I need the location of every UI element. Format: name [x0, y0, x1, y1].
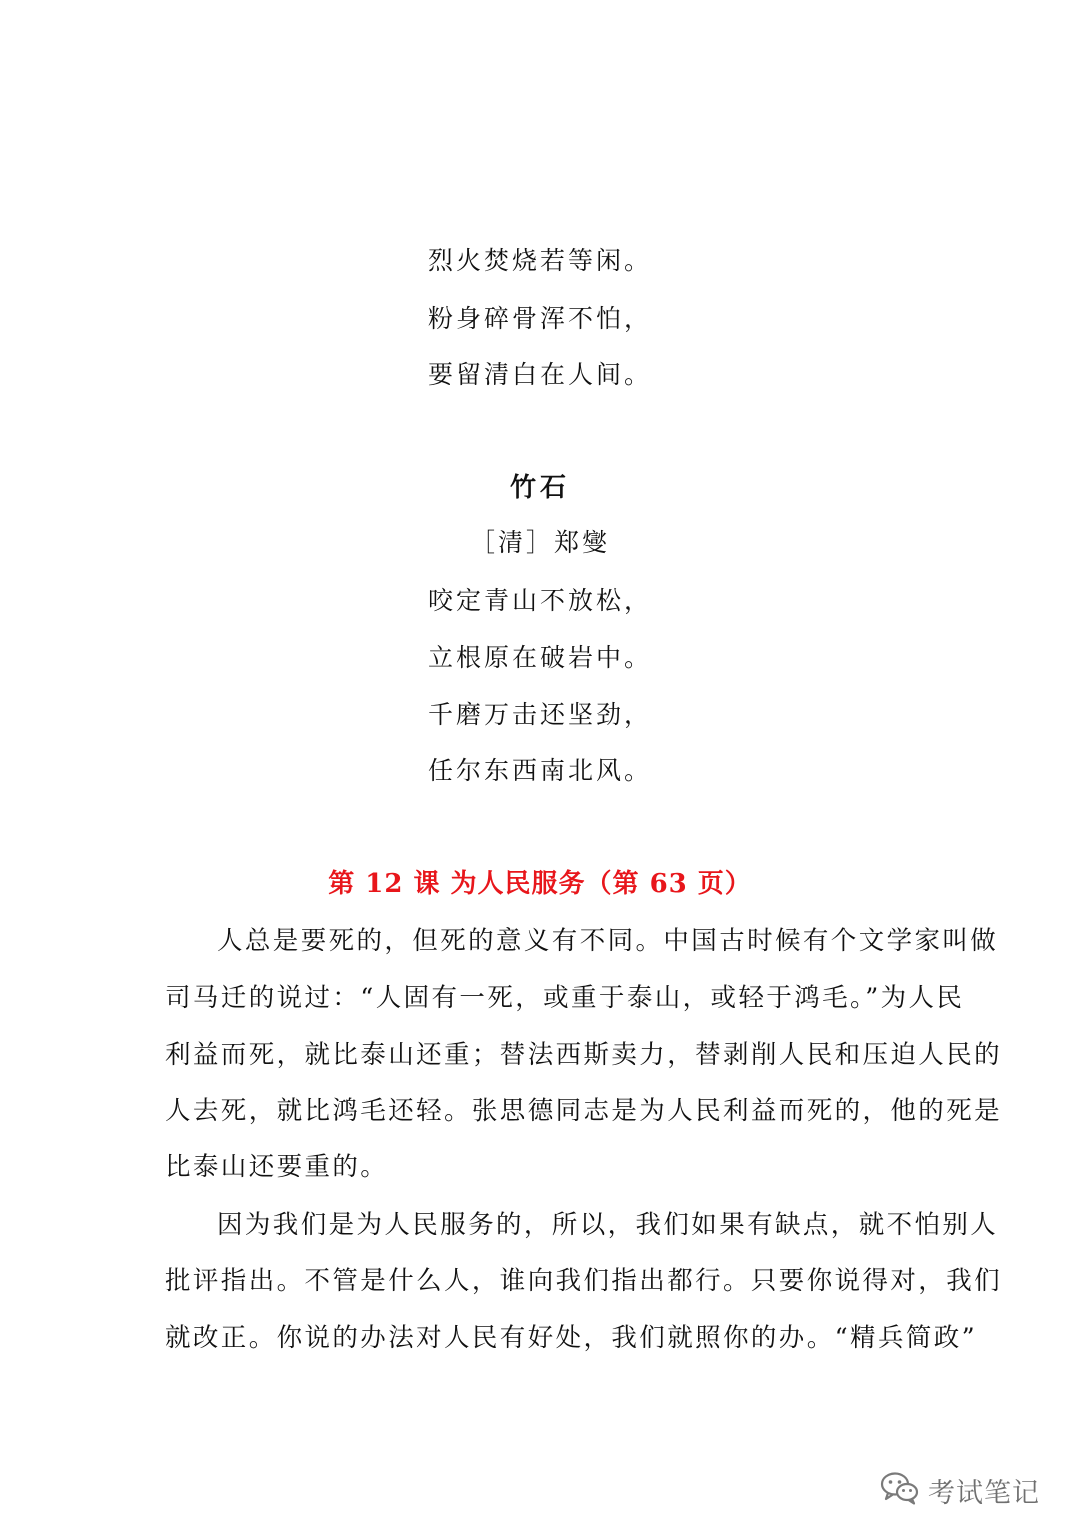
paragraph-line: 因为我们是为人民服务的，所以，我们如果有缺点，就不怕别人 [217, 1210, 999, 1240]
paragraph-line: 就改正。你说的办法对人民有好处，我们就照你的办。“精兵简政” [165, 1323, 978, 1353]
poem-line: 咬定青山不放松， [427, 586, 652, 615]
paragraph-line: 批评指出。不管是什么人，谁向我们指出都行。只要你说得对，我们 [165, 1266, 1003, 1296]
lesson-title: 第 12 课 为人民服务（第 63 页） [328, 869, 752, 899]
poem-author: ［清］郑燮 [469, 528, 610, 557]
watermark [880, 1470, 1040, 1510]
poem-line: 要留清白在人间。 [427, 360, 652, 389]
poem-line: 立根原在破岩中。 [427, 643, 652, 672]
poem-line: 烈火焚烧若等闲。 [427, 246, 652, 275]
paragraph-line: 人总是要死的，但死的意义有不同。中国古时候有个文学家叫做 [217, 926, 999, 956]
wechat-icon [880, 1471, 920, 1509]
poem-line: 粉身碎骨浑不怕， [427, 304, 652, 333]
paragraph-line: 利益而死，就比泰山还重；替法西斯卖力，替剥削人民和压迫人民的 [165, 1040, 1003, 1070]
poem-line: 任尔东西南北风。 [427, 756, 652, 785]
poem-title: 竹石 [509, 473, 570, 503]
paragraph-line: 比泰山还要重的。 [165, 1152, 389, 1182]
paragraph-line: 司马迁的说过：“人固有一死，或重于泰山，或轻于鸿毛。”为人民 [165, 983, 965, 1013]
watermark-text: 考试笔记 [928, 1477, 1040, 1509]
poem-line: 千磨万击还坚劲， [427, 700, 652, 729]
paragraph-line: 人去死，就比鸿毛还轻。张思德同志是为人民利益而死的，他的死是 [165, 1096, 1003, 1126]
